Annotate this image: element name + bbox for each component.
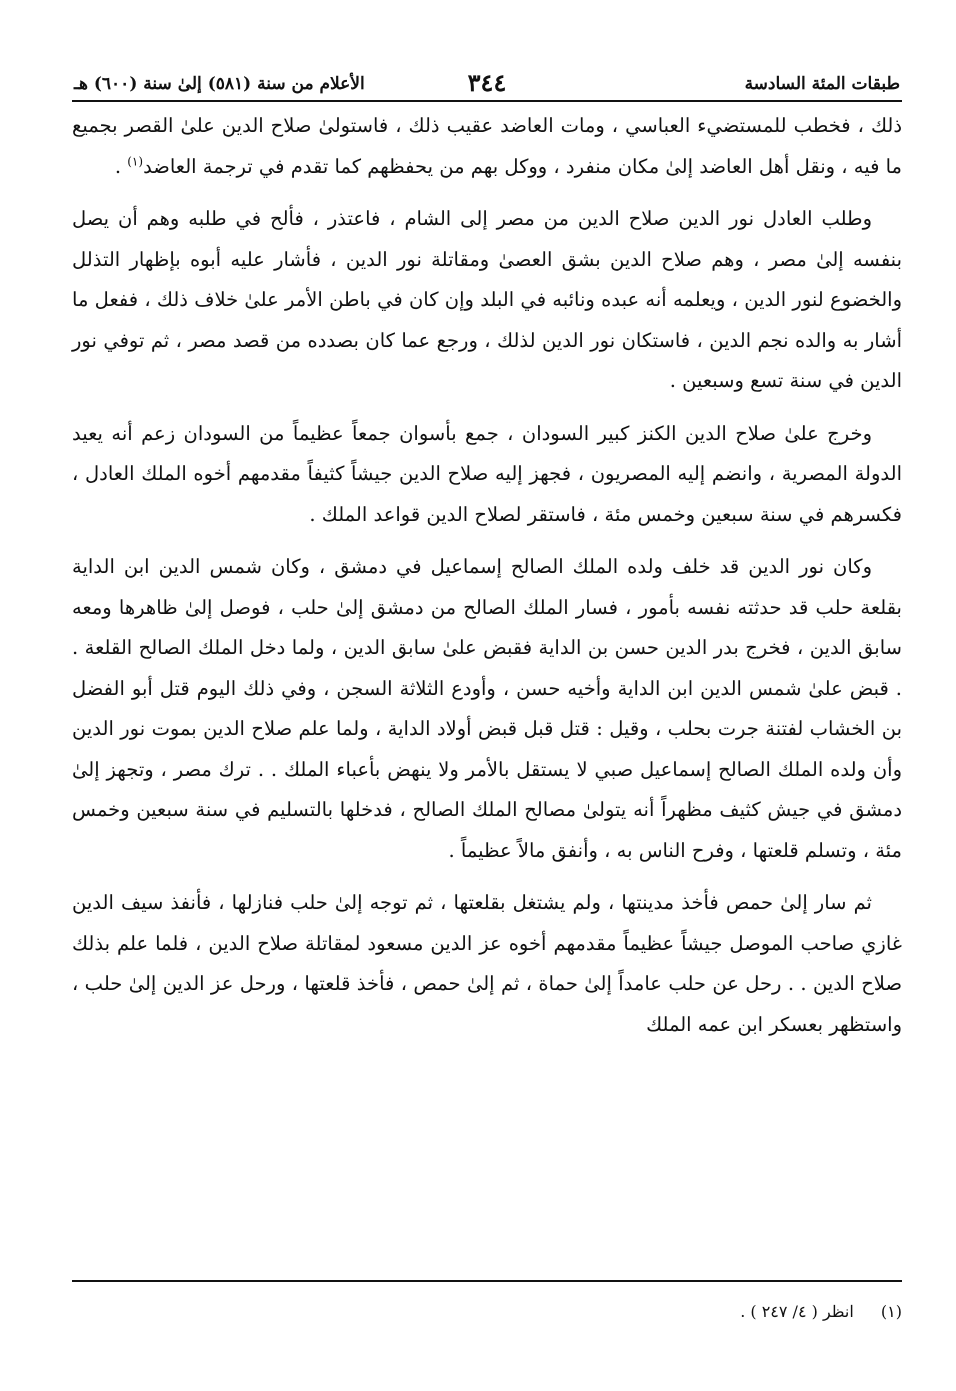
book-page (72, 66, 902, 1366)
main-text (72, 106, 902, 1045)
header-section-title: طبقات المئة السادسة (744, 74, 900, 94)
footnote (740, 1302, 902, 1321)
paragraph-3: وخرج علىٰ صلاح الدين الكنز كبير السودان ، جمع بأسوان جمعاً عظيماً من السودان زعم أنه يعيد الدولة المصرية ، وانضم إليه المصريون ، فجهز إليه صلاح الدين جيشاً كثيفاً مقدمهم أخوه الملك العادل ، فكسرهم في سنة سبعين وخمس مئة ، فاستقر لصلاح الدين قواعد الملك . (72, 421, 902, 526)
paragraph-4: وكان نور الدين قد خلف ولده الملك الصالح إسماعيل في دمشق ، وكان شمس الدين ابن الداية بقلعة حلب قد حدثته نفسه بأمور ، فسار الملك الصالح من دمشق إلىٰ حلب ، فوصل إلىٰ ظاهرها ومعه سابق الدين ، فخرج بدر الدين حسن بن الداية فقبض علىٰ سابق الدين ، ولما دخل الملك الصالح القلعة . . قبض علىٰ شمس الدين ابن الداية وأخيه حسن ، وأودع الثلاثة السجن ، وفي ذلك اليوم قتل أبو الفضل بن الخشاب لفتنة جرت بحلب ، وقيل : قتل قبل قبض أولاد الداية ، ولما علم صلاح الدين بموت نور الدين وأن ولده الملك الصالح إسماعيل صبي لا يستقل بالأمر ولا ينهض بأعباء الملك . . ترك مصر ، وتجهز إلىٰ دمشق في جيش كثيف مظهراً أنه يتولىٰ مصالح الملك الصالح ، فدخلها بالتسليم في سنة سبعين وخمس مئة ، وتسلم قلعتها ، وفرح الناس به ، وأنفق مالاً عظيماً . (72, 555, 902, 862)
paragraph-2: وطلب العادل نور الدين صلاح الدين من مصر إلى الشام ، فاعتذر ، فألح في طلبه وهم أن يصل بنفسه إلىٰ مصر ، وهم صلاح الدين بشق العصىٰ ومقاتلة نور الدين ، فأشار عليه أبوه بإظهار التذلل والخضوع لنور الدين ، ويعلمه أنه عبده ونائبه في البلد وإن كان في باطن الأمر علىٰ خلاف ذلك ، ففعل ما أشار به والده نجم الدين ، فاستكان نور الدين لذلك ، ورجع عما كان بصدده من قصد مصر ، ثم توفي نور الدين في سنة تسع وسبعين . (72, 207, 902, 392)
footnote-number: (١) (880, 1302, 902, 1321)
footnote-text: انظر ( ٤/ ٢٤٧ ) . (740, 1302, 854, 1321)
paragraph-1 (72, 106, 902, 187)
header-chapter-title: الأعلام من سنة (٥٨١) إلىٰ سنة (٦٠٠) هـ (74, 74, 365, 94)
paragraph-tail: . (114, 154, 128, 178)
paragraph-5: ثم سار إلىٰ حمص فأخذ مدينتها ، ولم يشتغل بقلعتها ، ثم توجه إلىٰ حلب فنازلها ، فأنفذ سيف الدين غازي صاحب الموصل جيشاً عظيماً مقدمهم أخوه عز الدين مسعود لمقاتلة صلاح الدين ، فلما علم بذلك صلاح الدين . . رحل عن حلب عامداً إلىٰ حماة ، ثم إلىٰ حمص ، فأخذ قلعتها ، ورحل عز الدين إلىٰ حلب ، واستظهر بعسكر ابن عمه الملك (72, 891, 902, 1036)
page-number: ٣٤٤ (467, 68, 507, 97)
paragraph-text: ذلك ، فخطب للمستضيء العباسي ، ومات العاضد عقيب ذلك ، فاستولىٰ صلاح الدين علىٰ القصر بجميع ما فيه ، ونقل أهل العاضد إلىٰ مكان منفرد ، ووكل بهم من يحفظهم كما تقدم في ترجمة العاضد (72, 114, 902, 178)
footnote-reference[interactable]: (١) (127, 154, 144, 168)
footnote-divider (72, 1280, 902, 1282)
running-header (72, 66, 902, 102)
